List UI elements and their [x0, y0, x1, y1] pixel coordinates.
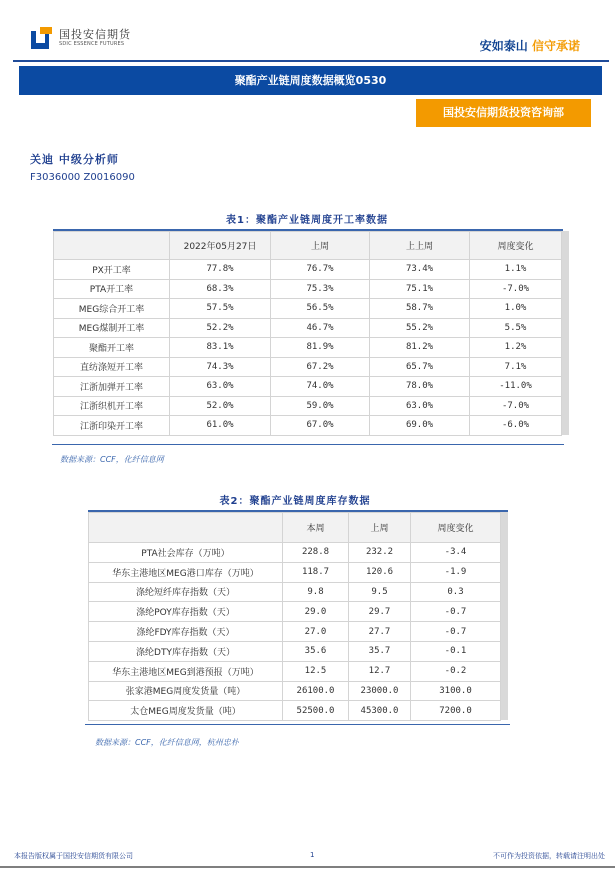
table2-row-label: 涤纶POY库存指数（天）	[89, 602, 283, 622]
table1-source-rule	[52, 444, 564, 445]
logo-mark-icon	[31, 27, 53, 49]
table1-cell: 81.9%	[271, 338, 370, 358]
slogan-part2: 信守承诺	[531, 39, 580, 53]
table1-row	[54, 299, 562, 319]
table2-header-cell: 上周	[349, 513, 411, 543]
table1-cell: 63.0%	[170, 377, 271, 397]
table1-header-cell	[54, 232, 170, 260]
table1-row-label: 江浙加弹开工率	[54, 377, 170, 397]
table2-cell: 35.7	[349, 641, 411, 661]
table2-cell: 35.6	[283, 641, 349, 661]
table2-caption: 表2：聚酯产业链周度库存数据	[219, 496, 371, 507]
table2-row-label: 涤纶短纤库存指数（天）	[89, 582, 283, 602]
table2-row-label: 涤纶FDY库存指数（天）	[89, 622, 283, 642]
table2-header-cell	[89, 513, 283, 543]
table2-cell: 12.5	[283, 661, 349, 681]
slogan	[480, 37, 580, 54]
table1-cell: 67.2%	[271, 357, 370, 377]
table2-cell: 52500.0	[283, 701, 349, 721]
table2-cell: -1.9	[411, 562, 501, 582]
table1-cell: 7.1%	[470, 357, 562, 377]
table1-cell: 77.8%	[170, 260, 271, 280]
page-header	[0, 0, 615, 62]
table1-cell: 57.5%	[170, 299, 271, 319]
table1-row-label: 江浙织机开工率	[54, 396, 170, 416]
table1-source: 数据来源：CCF，化纤信息网	[60, 455, 164, 464]
table1-header-row	[54, 232, 562, 260]
table2-row	[89, 602, 501, 622]
table2-cell: 45300.0	[349, 701, 411, 721]
table1-row	[54, 338, 562, 358]
table1-cell: 81.2%	[370, 338, 470, 358]
table1-row-label: 江浙印染开工率	[54, 416, 170, 436]
logo-english-name: SDIC ESSENCE FUTURES	[59, 41, 125, 47]
table1-cell: 52.0%	[170, 396, 271, 416]
table2-cell: 118.7	[283, 562, 349, 582]
table1-cell: 52.2%	[170, 318, 271, 338]
table1-cell: 67.0%	[271, 416, 370, 436]
table2-row-label: 华东主港地区MEG到港预报（万吨）	[89, 661, 283, 681]
table2-cell: 228.8	[283, 543, 349, 563]
table2-header-row	[89, 513, 501, 543]
table1-cell: 1.2%	[470, 338, 562, 358]
table1-cell: 1.1%	[470, 260, 562, 280]
table1-row	[54, 357, 562, 377]
table2-row	[89, 641, 501, 661]
table2-cell: 9.5	[349, 582, 411, 602]
table1-cell: 75.1%	[370, 279, 470, 299]
slogan-part1: 安如泰山	[479, 39, 528, 53]
table1-row	[54, 377, 562, 397]
page-footer	[0, 846, 615, 870]
table2-cell: 120.6	[349, 562, 411, 582]
table1-header-cell: 周度变化	[470, 232, 562, 260]
table2-cell: -0.7	[411, 622, 501, 642]
footer-page-number: 1	[310, 851, 315, 859]
table1-cell: 69.0%	[370, 416, 470, 436]
logo-chinese-name: 国投安信期货	[59, 28, 131, 41]
table1-row-label: PTA开工率	[54, 279, 170, 299]
table1-cell: 46.7%	[271, 318, 370, 338]
table1-cell: 58.7%	[370, 299, 470, 319]
table2-header-cell: 周度变化	[411, 513, 501, 543]
table1-cell: 55.2%	[370, 318, 470, 338]
table2-cell: 0.3	[411, 582, 501, 602]
table1-cell: -11.0%	[470, 377, 562, 397]
table2-row-label: 张家港MEG周度发货量（吨）	[89, 681, 283, 701]
table1-cell: 5.5%	[470, 318, 562, 338]
report-title: 聚酯产业链周度数据概览0530	[19, 66, 602, 95]
table1-row	[54, 260, 562, 280]
table2-row	[89, 582, 501, 602]
table2-header-cell: 本周	[283, 513, 349, 543]
footer-disclaimer: 不可作为投资依据，转载请注明出处	[493, 852, 605, 860]
department-badge: 国投安信期货投资咨询部	[416, 99, 591, 127]
table2-grid	[88, 512, 501, 721]
table1-cell: 83.1%	[170, 338, 271, 358]
table1-cell: 78.0%	[370, 377, 470, 397]
table1-row	[54, 279, 562, 299]
table2-cell: 29.7	[349, 602, 411, 622]
company-logo	[31, 26, 151, 52]
table1-scroll-shadow	[561, 231, 569, 435]
table2	[88, 510, 515, 720]
table1-cell: 74.0%	[271, 377, 370, 397]
table1-cell: 68.3%	[170, 279, 271, 299]
table1-cell: 74.3%	[170, 357, 271, 377]
table2-cell: 26100.0	[283, 681, 349, 701]
header-divider	[13, 60, 609, 62]
table2-source-rule	[85, 724, 510, 725]
table1-cell: 75.3%	[271, 279, 370, 299]
table1-row-label: PX开工率	[54, 260, 170, 280]
table1-cell: 61.0%	[170, 416, 271, 436]
footer-divider	[0, 866, 615, 868]
table2-cell: -3.4	[411, 543, 501, 563]
table2-cell: 7200.0	[411, 701, 501, 721]
table2-scroll-shadow	[500, 512, 508, 720]
table1-row-label: MEG煤制开工率	[54, 318, 170, 338]
table1-row	[54, 396, 562, 416]
table1	[53, 229, 571, 435]
table2-cell: 27.0	[283, 622, 349, 642]
table1-cell: 63.0%	[370, 396, 470, 416]
table2-row-label: 太仓MEG周度发货量（吨）	[89, 701, 283, 721]
table2-cell: 23000.0	[349, 681, 411, 701]
table2-cell: 232.2	[349, 543, 411, 563]
table1-header-cell: 上周	[271, 232, 370, 260]
table1-header-cell: 2022年05月27日	[170, 232, 271, 260]
table1-cell: 73.4%	[370, 260, 470, 280]
table1-cell: 59.0%	[271, 396, 370, 416]
table1-row-label: MEG综合开工率	[54, 299, 170, 319]
table2-cell: -0.7	[411, 602, 501, 622]
table2-row	[89, 701, 501, 721]
table1-row	[54, 416, 562, 436]
author-name-title: 关迪 中级分析师	[30, 153, 119, 166]
table1-row-label: 聚酯开工率	[54, 338, 170, 358]
table2-cell: -0.1	[411, 641, 501, 661]
table1-caption: 表1：聚酯产业链周度开工率数据	[226, 215, 388, 226]
table2-cell: 12.7	[349, 661, 411, 681]
table1-row	[54, 318, 562, 338]
table1-cell: 1.0%	[470, 299, 562, 319]
table2-cell: -0.2	[411, 661, 501, 681]
table2-source: 数据来源：CCF，化纤信息网，杭州忠朴	[95, 738, 239, 747]
table2-row	[89, 543, 501, 563]
table2-row	[89, 622, 501, 642]
table1-cell: 65.7%	[370, 357, 470, 377]
table2-row	[89, 562, 501, 582]
table2-row-label: 涤纶DTY库存指数（天）	[89, 641, 283, 661]
author-cert-ids: F3036000 Z0016090	[30, 172, 135, 183]
table1-cell: 76.7%	[271, 260, 370, 280]
table2-cell: 3100.0	[411, 681, 501, 701]
table1-grid	[53, 231, 562, 436]
footer-copyright: 本报告版权属于国投安信期货有限公司	[14, 852, 133, 860]
table2-row	[89, 661, 501, 681]
table2-cell: 9.8	[283, 582, 349, 602]
table2-row-label: PTA社会库存（万吨）	[89, 543, 283, 563]
table1-row-label: 直纺涤短开工率	[54, 357, 170, 377]
table1-header-cell: 上上周	[370, 232, 470, 260]
table1-cell: -7.0%	[470, 279, 562, 299]
table2-row	[89, 681, 501, 701]
table1-cell: 56.5%	[271, 299, 370, 319]
table1-cell: -7.0%	[470, 396, 562, 416]
table2-cell: 27.7	[349, 622, 411, 642]
table1-cell: -6.0%	[470, 416, 562, 436]
table2-row-label: 华东主港地区MEG港口库存（万吨）	[89, 562, 283, 582]
table2-cell: 29.0	[283, 602, 349, 622]
